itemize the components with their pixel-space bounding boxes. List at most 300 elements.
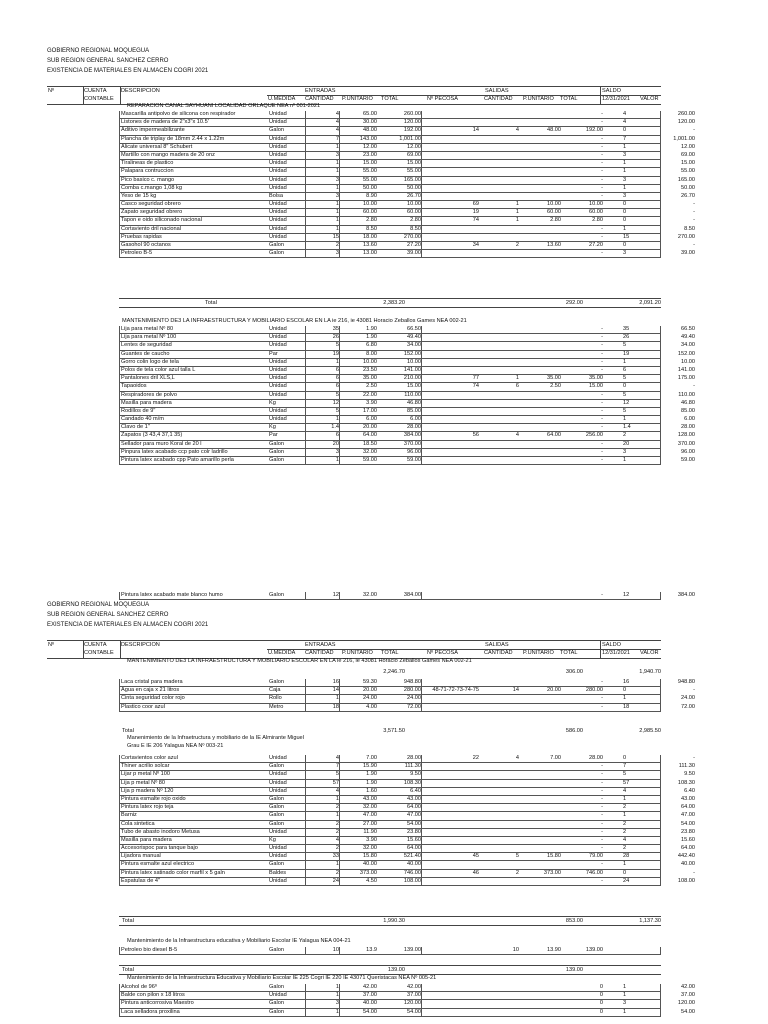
cell-st: -	[601, 358, 603, 365]
cell-pe	[423, 400, 479, 407]
cell-pe	[423, 408, 479, 415]
total-entradas: 2,383.20	[383, 300, 405, 306]
cell-d: Petroleo B-5	[121, 250, 153, 257]
cell-pe	[423, 821, 479, 828]
cell-bq: 15	[623, 233, 630, 240]
cell-sp	[521, 878, 561, 885]
cell-sp: 48.00	[547, 127, 561, 134]
cell-sp	[521, 226, 561, 233]
cell-p: 23.00	[363, 151, 377, 158]
cell-sp: 2.80	[550, 217, 561, 224]
total-salidas: 853.00	[565, 918, 583, 924]
cell-q: 1	[307, 201, 340, 208]
cell-d: Gorro colin logo de tela	[121, 358, 179, 365]
cell-q: 1	[307, 168, 340, 175]
cell-d: Guantes de caucho	[121, 350, 170, 357]
cell-q: 2	[307, 829, 340, 836]
cell-d: Listones de madera de 2"x3"x 10.5'	[121, 119, 209, 126]
cell-p: 15.80	[363, 853, 377, 860]
cell-st: -	[601, 342, 603, 349]
cell-pe	[423, 1000, 479, 1007]
cell-p: 15.00	[363, 160, 377, 167]
cell-p: 13.9	[366, 947, 377, 953]
cell-q: 5	[307, 771, 340, 778]
cell-st: -	[601, 233, 603, 240]
cell-sq	[481, 788, 519, 795]
col-salidas: SALIDAS	[485, 88, 509, 94]
cell-u: Galon	[269, 127, 306, 134]
cell-d: Pico basico c. mango	[121, 176, 175, 183]
cell-d: Lentes de seguridad	[121, 342, 172, 349]
cell-bq: 5	[623, 375, 627, 382]
cell-t: 15.00	[379, 160, 422, 167]
cell-u: Unidad	[269, 160, 306, 167]
cell-sq: 14	[512, 687, 519, 694]
cell-u: Unidad	[269, 845, 306, 852]
table-row	[119, 342, 695, 350]
cell-st: -	[601, 861, 603, 868]
cell-sp: 2.50	[550, 383, 561, 390]
cell-t: 54.00	[379, 821, 422, 828]
cell-q: 1	[307, 984, 340, 991]
cell-bq: 4	[623, 111, 627, 117]
cell-t: 8.50	[379, 226, 422, 233]
cell-sq	[481, 796, 519, 803]
cell-pe	[423, 416, 479, 423]
cell-sq	[481, 193, 519, 200]
cell-bv: -	[693, 687, 695, 694]
cell-sq	[481, 1009, 519, 1016]
cell-d: Lijar p metal Nº 100	[121, 771, 170, 778]
cell-sq	[481, 177, 519, 184]
report-title: EXISTENCIA DE MATERIALES EN ALMACEN COGRI 2021	[47, 622, 209, 628]
cell-st: 0	[599, 1000, 603, 1007]
cell-t: 50.00	[379, 185, 422, 192]
cell-sp	[521, 177, 561, 184]
cell-pe: 46	[472, 869, 479, 876]
cell-bq: 7	[623, 135, 627, 142]
cell-st: -	[601, 334, 603, 341]
cell-st: -	[601, 151, 603, 158]
cell-pe: 77	[472, 375, 479, 382]
cell-bq: 5	[623, 771, 627, 778]
cell-bq: 4	[623, 836, 627, 843]
table-row	[119, 1008, 695, 1017]
cell-u: Unidad	[269, 780, 306, 787]
cell-bq: 1	[623, 992, 627, 999]
cell-sp	[521, 592, 561, 599]
cell-d: Laca selladora proxilina	[121, 1008, 180, 1015]
cell-pe	[423, 392, 479, 399]
cell-d: Palapara contruccion	[121, 168, 174, 175]
cell-sp	[521, 821, 561, 828]
cell-pe: 74	[472, 383, 479, 390]
total-saldo: 1,137.30	[639, 918, 661, 924]
cell-pe	[423, 878, 479, 885]
cell-sp	[521, 837, 561, 844]
table-row	[119, 399, 695, 408]
cell-d: Lija p madera Nº 120	[121, 787, 174, 794]
total-saldo: 2,091.20	[639, 300, 661, 306]
cell-st: -	[601, 679, 603, 685]
cell-d: Tiralineas de plastico	[121, 160, 174, 167]
cell-st: -	[601, 440, 603, 447]
table-row	[119, 192, 695, 201]
section4-grid	[119, 755, 695, 886]
cell-q: 1	[307, 359, 340, 366]
cell-p: 20.00	[363, 424, 377, 431]
cell-sp	[521, 763, 561, 770]
cell-bv: 39.00	[681, 250, 695, 257]
cell-pe	[423, 152, 479, 159]
cell-sq	[481, 984, 519, 991]
cell-t: 26.70	[379, 193, 422, 200]
cell-bq: 18	[623, 703, 630, 710]
cell-t: 37.00	[379, 992, 422, 999]
cell-q: 14	[307, 687, 340, 694]
cell-u: Unidad	[269, 217, 306, 224]
col-desc: DESCRIPCION	[121, 642, 160, 648]
cell-st: -	[601, 399, 603, 406]
cell-t: 521.40	[379, 853, 422, 860]
cell-t: 54.00	[379, 1009, 422, 1016]
cell-sp	[521, 812, 561, 819]
cell-bq: 2	[623, 432, 627, 439]
cell-t: 110.00	[379, 392, 422, 399]
cell-bq: 3	[623, 1000, 627, 1007]
cell-t: 139.00	[379, 947, 422, 954]
cell-bq: 3	[623, 176, 627, 183]
cell-sq	[481, 763, 519, 770]
cell-q: 2	[307, 870, 340, 877]
cell-t: 370.00	[379, 441, 422, 448]
cell-st: -	[601, 877, 603, 884]
cell-pe	[423, 592, 479, 599]
cell-d: Balde con pilon x 18 litros	[121, 992, 185, 999]
cell-p: 10.00	[363, 358, 377, 365]
cell-pe	[423, 992, 479, 999]
cell-d: Pintura latex satinado color marfil x 5 galn	[121, 869, 225, 876]
cell-bq: 3	[623, 151, 627, 158]
section2-extra-grid	[119, 592, 695, 600]
cell-pe	[423, 796, 479, 803]
table-row	[119, 703, 695, 712]
cell-p: 2.50	[366, 383, 377, 390]
cell-q: 3	[307, 152, 340, 159]
cell-t: 210.00	[379, 375, 422, 382]
cell-pe	[423, 679, 479, 686]
cell-t: 60.00	[379, 209, 422, 216]
cell-p: 35.00	[363, 375, 377, 382]
cell-p: 18.00	[363, 233, 377, 240]
cell-bv: -	[693, 383, 695, 390]
cell-bv: 37.00	[681, 992, 695, 999]
cell-q: 1	[307, 185, 340, 192]
carry-saldo: 1,940.70	[639, 669, 661, 675]
cell-q: 2	[307, 804, 340, 811]
cell-q: 15	[307, 234, 340, 241]
cell-p: 65.00	[363, 111, 377, 117]
cell-p: 40.00	[363, 1000, 377, 1007]
col-entradas: ENTRADAS	[305, 642, 336, 648]
cell-bv: -	[693, 755, 695, 761]
cell-bv: 43.00	[681, 795, 695, 802]
section-title-line1: Manenimiento de la Infraetructura y mobiliario de la IE Almirante Miguel	[127, 735, 304, 741]
cell-p: 50.00	[363, 184, 377, 191]
cell-sq: 6	[515, 383, 519, 390]
cell-p: 42.00	[363, 984, 377, 990]
cell-d: Mascarilla antipolvo de silicona con respirador	[121, 111, 236, 117]
cell-u: Unidad	[269, 788, 306, 795]
cell-q: 6	[307, 367, 340, 374]
cell-d: Zapato seguridad obrero	[121, 209, 183, 216]
cell-t: 15.60	[379, 837, 422, 844]
cell-t: 40.00	[379, 861, 422, 868]
cell-t: 39.00	[379, 250, 422, 257]
section3-carry	[119, 668, 661, 676]
cell-pe	[423, 226, 479, 233]
cell-t: 141.00	[379, 367, 422, 374]
total-label: Total	[122, 967, 134, 973]
cell-st: -	[601, 250, 603, 257]
cell-sq	[481, 226, 519, 233]
cell-bv: 66.50	[681, 326, 695, 332]
cell-q: 1	[307, 796, 340, 803]
cell-sp	[521, 111, 561, 118]
cell-u: Par	[269, 351, 306, 358]
cell-sp	[521, 400, 561, 407]
cell-sp	[521, 119, 561, 126]
cell-sq	[481, 152, 519, 159]
cell-p: 3.90	[366, 399, 377, 406]
cell-bq: 1	[623, 795, 627, 802]
cell-u: Galon	[269, 457, 306, 464]
section-title: REPARACION CANAL SAYHUANI LOCALIDAD ORLAQUE NEA nº 001-2021	[127, 103, 321, 109]
cell-bv	[655, 947, 695, 954]
cell-u: Baldes	[269, 870, 306, 877]
cell-st: -	[601, 771, 603, 778]
cell-p: 48.00	[363, 127, 377, 134]
table-row	[119, 424, 695, 432]
cell-u: Unidad	[269, 168, 306, 175]
cell-p: 43.00	[363, 795, 377, 802]
cell-bq: 3	[623, 250, 627, 257]
col-stotal: TOTAL	[560, 650, 578, 656]
cell-bv: -	[693, 242, 695, 248]
total-entradas: 139.00	[387, 967, 405, 973]
cell-pe	[423, 367, 479, 374]
cell-u: Galon	[269, 242, 306, 249]
cell-u: Unidad	[269, 201, 306, 208]
cell-st: -	[601, 135, 603, 142]
cell-p: 10.00	[363, 201, 377, 208]
col-contable: CONTABLE	[84, 650, 114, 656]
cell-t: 280.00	[379, 687, 422, 694]
cell-bq: 0	[623, 242, 627, 248]
cell-q: 1	[307, 861, 340, 868]
cell-p: 27.00	[363, 820, 377, 827]
total-salidas: 139.00	[565, 967, 583, 973]
cell-u: Unidad	[269, 992, 306, 999]
total-label: Total	[122, 918, 134, 924]
cell-sq	[481, 234, 519, 241]
cell-bv: 26.70	[681, 192, 695, 199]
cell-q: 10	[307, 947, 340, 954]
cell-st: -	[601, 326, 603, 332]
cell-sp: 13.90	[547, 947, 561, 953]
cell-d: Tapaoidos	[121, 383, 147, 390]
cell-bq: 4	[623, 787, 627, 794]
table-row	[119, 160, 695, 168]
cell-pe	[423, 845, 479, 852]
cell-t: 120.00	[379, 119, 422, 126]
section-title-line2: Grau E IE 206 Yalagua NEA Nº 003-21	[127, 743, 224, 749]
table-row	[119, 366, 695, 375]
cell-sp	[521, 185, 561, 192]
cell-t: 59.00	[379, 457, 422, 464]
cell-d: Clavo de 1"	[121, 424, 150, 431]
cell-bv: 54.00	[681, 820, 695, 827]
cell-pe: 48-71-72-73-74-75	[432, 687, 479, 694]
cell-d: Cola sintetica	[121, 820, 155, 827]
cell-bq: 26	[623, 334, 630, 341]
cell-u: Unidad	[269, 234, 306, 241]
cell-sp	[521, 144, 561, 151]
cell-p: 32.00	[363, 845, 377, 852]
cell-bq: 1	[623, 861, 627, 868]
cell-sq: 1	[515, 375, 519, 382]
cell-bq: 1	[623, 416, 627, 423]
cell-pe	[423, 804, 479, 811]
cell-q: 3	[307, 177, 340, 184]
cell-p: 2.80	[366, 217, 377, 224]
cell-bv: 28.00	[681, 424, 695, 431]
cell-u: Unidad	[269, 853, 306, 860]
cell-sq	[481, 119, 519, 126]
table-row	[119, 695, 695, 703]
cell-t: 55.00	[379, 168, 422, 175]
cell-q: 1	[307, 457, 340, 464]
cell-u: Caja	[269, 687, 306, 694]
table-row	[119, 217, 695, 225]
col-cantidad: CANTIDAD	[305, 96, 334, 102]
cell-st: 35.00	[589, 375, 603, 382]
cell-pe	[423, 424, 479, 431]
cell-bq: 1	[623, 168, 627, 175]
cell-d: Comba c.mango 1,08 kg	[121, 184, 182, 191]
cell-t: 165.00	[379, 177, 422, 184]
cell-bv: 260.00	[677, 111, 695, 117]
col-fecha: 12/31/2021	[602, 96, 630, 102]
cell-u: Galon	[269, 796, 306, 803]
cell-bq: 0	[623, 201, 627, 208]
cell-st: -	[601, 779, 603, 786]
col-pecosa: Nº PECOSA	[427, 650, 458, 656]
cell-st: -	[601, 448, 603, 455]
cell-u: Galon	[269, 250, 306, 257]
cell-sq	[481, 780, 519, 787]
cell-q: 12	[307, 400, 340, 407]
cell-u: Unidad	[269, 375, 306, 382]
cell-u: Unidad	[269, 771, 306, 778]
cell-u: Unidad	[269, 416, 306, 423]
cell-q: 16	[307, 679, 340, 686]
cell-q: 1	[307, 217, 340, 224]
cell-q: 57	[307, 780, 340, 787]
cell-st: 280.00	[585, 687, 603, 694]
cell-p: 37.00	[363, 992, 377, 999]
cell-st: -	[601, 416, 603, 423]
section-title: Mantenimiento de la Infraestructura Educativa y Mobiliario Escolar IE 225 Cogri IE 220 IE 43071 Queristacas NEA Nº 005-21	[127, 975, 437, 981]
cell-bv: 49.40	[681, 334, 695, 341]
cell-sp	[521, 984, 561, 991]
cell-u: Unidad	[269, 111, 306, 118]
col-saldo: SALDO	[602, 642, 621, 648]
cell-st: -	[601, 424, 603, 431]
cell-bq: 16	[623, 679, 630, 685]
section3-grid	[119, 679, 695, 712]
cell-sq: 4	[515, 755, 519, 761]
cell-bv: 50.00	[681, 184, 695, 191]
cell-st: -	[601, 143, 603, 150]
cell-sp	[521, 408, 561, 415]
cell-pe: 19	[472, 209, 479, 216]
cell-d: Casco seguridad obrero	[121, 201, 181, 208]
cell-st: 0	[599, 984, 603, 990]
cell-bq: 1	[623, 358, 627, 365]
cell-bv: 69.00	[681, 151, 695, 158]
cell-d: Pintura esmalte rojo oxido	[121, 795, 186, 802]
cell-sq	[481, 592, 519, 599]
total-label: Total	[205, 300, 217, 306]
cell-p: 22.00	[363, 391, 377, 398]
total-entradas: 1,990.30	[383, 918, 405, 924]
cell-u: Galon	[269, 763, 306, 770]
cell-bq: 12	[623, 399, 630, 406]
cell-q: 5	[307, 342, 340, 349]
cell-d: Masilla para madera	[121, 399, 172, 406]
cell-bq: 0	[623, 755, 627, 761]
cell-bq: 1	[623, 695, 627, 702]
cell-bq: 28	[623, 853, 630, 860]
cell-d: Thiner acrilio solcar	[121, 763, 170, 770]
cell-q: 1	[307, 1009, 340, 1016]
cell-bv: 46.80	[681, 399, 695, 406]
column-header-band	[47, 640, 661, 659]
cell-t: 192.00	[379, 127, 422, 134]
cell-u: Unidad	[269, 144, 306, 151]
table-row	[119, 845, 695, 853]
cell-st: -	[601, 176, 603, 183]
cell-st: -	[601, 787, 603, 794]
cell-t: 111.30	[379, 763, 422, 770]
cell-bv: 1,001.00	[673, 135, 695, 142]
cell-d: Pintura anticorrosiva Maestro	[121, 1000, 194, 1007]
cell-st: -	[601, 119, 603, 126]
cell-sq: 4	[515, 432, 519, 439]
cell-q: 5	[307, 408, 340, 415]
cell-bv: 64.00	[681, 804, 695, 811]
cell-st: -	[601, 457, 603, 463]
cell-u: Kg	[269, 424, 306, 431]
cell-bv: 948.80	[677, 679, 695, 685]
cell-d: Respiradores de polvo	[121, 391, 177, 398]
cell-u: Unidad	[269, 367, 306, 374]
col-valor: VALOR	[640, 650, 659, 656]
cell-sp	[521, 804, 561, 811]
table-row	[119, 812, 695, 820]
cell-u: Unidad	[269, 209, 306, 216]
